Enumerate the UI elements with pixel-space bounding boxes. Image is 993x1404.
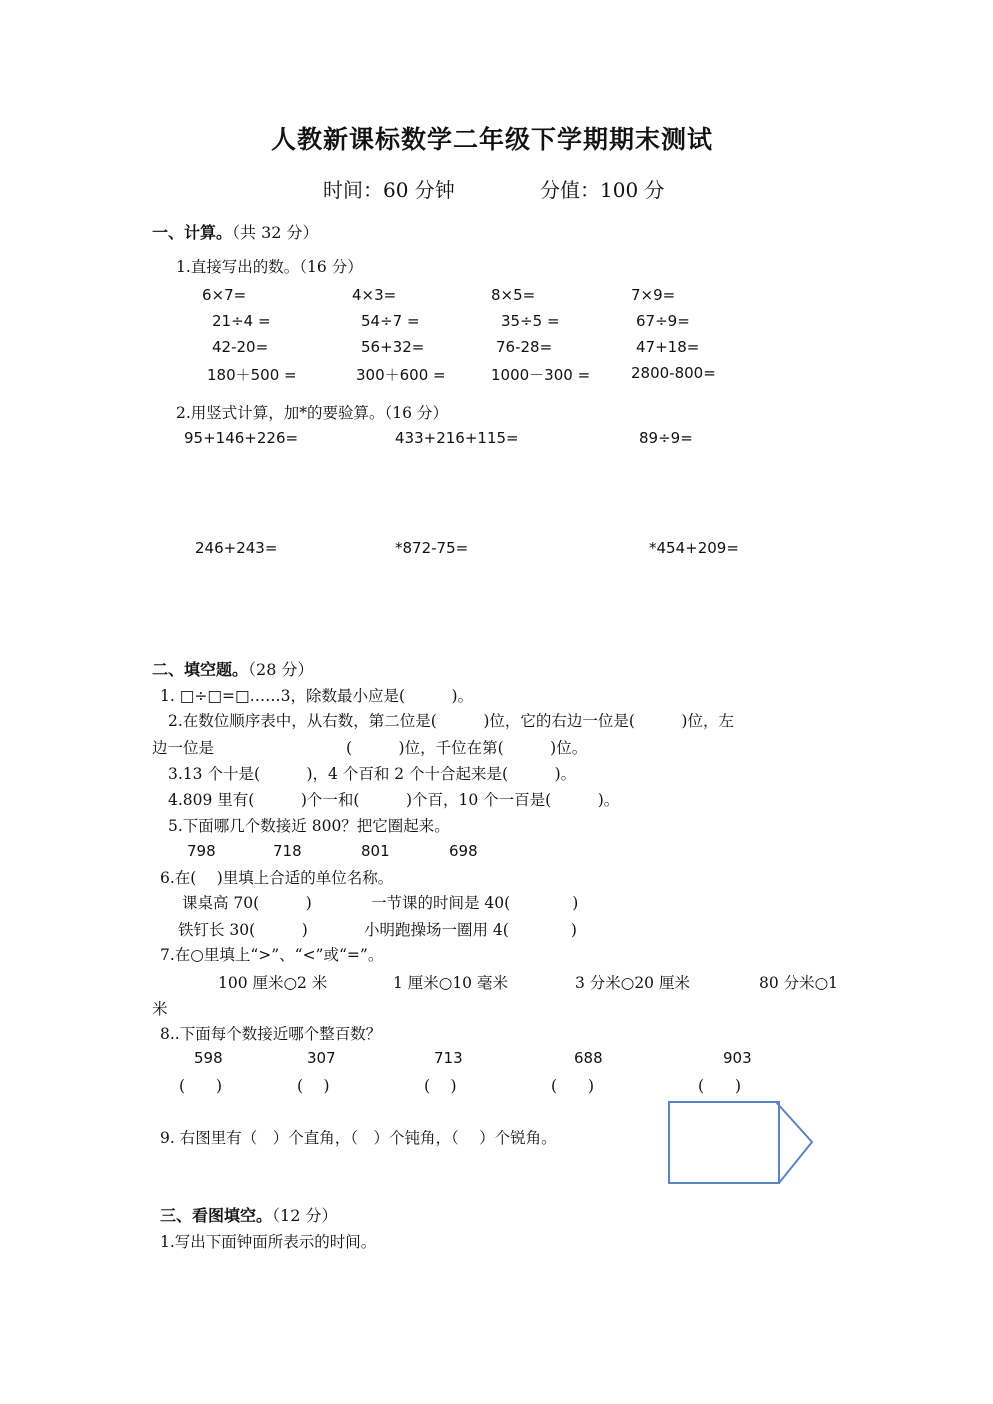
s2-q2-line2b: ( )位，千位在第( )位。 [346,739,588,757]
section1-points: （共 32 分） [232,223,319,242]
q7-item: 80 分米○1 [759,974,839,992]
calc-item: 300＋600 = [356,366,446,384]
q7-item: 3 分米○20 厘米 [575,974,690,992]
q5-number: 801 [361,842,390,860]
s2-q9: 9. 右图里有（ ）个直角，（ ）个钝角，（ ）个锐角。 [160,1129,557,1147]
section3-title: 三、看图填空。 [160,1206,273,1225]
exam-score: 分值：100 分 [540,178,665,202]
figure-triangle [776,1102,812,1183]
s2-q8: 8..下面每个数接近哪个整百数？ [160,1025,382,1043]
calc-item: 180＋500 = [207,366,297,384]
q5-number: 798 [187,842,216,860]
calc-item: 21÷4 = [212,312,271,330]
section2-title: 二、填空题。 [152,660,249,679]
q8-number: 688 [574,1049,603,1067]
q8-blank: ( ) [297,1077,330,1095]
s1-q1-title: 1.直接写出的数。（16 分） [176,258,363,276]
calc-item: 2800-800= [631,364,716,382]
q6-item: 一节课的时间是 40( ) [371,894,579,912]
q6-item: 小明跑操场一圈用 4( ) [364,921,577,939]
exam-time: 时间：60 分钟 [323,178,455,202]
q8-blank: ( ) [551,1077,595,1095]
calc-item: 47+18= [636,338,700,356]
section1-title: 一、计算。 [152,223,233,242]
vertical-calc-item: 246+243= [195,539,278,557]
calc-item: 4×3= [352,286,397,304]
calc-item: 54÷7 = [361,312,420,330]
calc-item: 6×7= [202,286,247,304]
q8-number: 713 [434,1049,463,1067]
s1-q2-title: 2.用竖式计算，加*的要验算。（16 分） [176,404,448,422]
s2-q2-line1: 2.在数位顺序表中，从右数，第二位是( )位，它的右边一位是( )位，左 [168,712,734,730]
s3-q1: 1.写出下面钟面所表示的时间。 [160,1233,377,1251]
vertical-calc-item: 95+146+226= [184,429,299,447]
q5-number: 718 [273,842,302,860]
calc-item: 67÷9= [636,312,690,330]
figure-rectangle [669,1102,779,1183]
q8-blank: ( ) [698,1077,742,1095]
page-title: 人教新课标数学二年级下学期期末测试 [271,125,714,154]
calc-item: 76-28= [496,338,553,356]
calc-item: 35÷5 = [501,312,560,330]
q8-number: 307 [307,1049,336,1067]
calc-item: 56+32= [361,338,425,356]
q6-item: 课桌高 70( ) [182,894,312,912]
section3-points: （12 分） [272,1206,338,1225]
s2-q2-line2a: 边一位是 [152,739,215,757]
s2-q1: 1. □÷□=□……3，除数最小应是( )。 [160,687,474,705]
vertical-calc-item: 433+216+115= [395,429,519,447]
s2-q3: 3.13 个十是( )，4 个百和 2 个十合起来是( )。 [168,765,577,783]
q8-number: 903 [723,1049,752,1067]
vertical-calc-item: *872-75= [395,539,469,557]
angle-figure [666,1099,818,1187]
q7-wrap: 米 [152,1000,168,1018]
section2-points: （28 分） [248,660,314,679]
q7-item: 1 厘米○10 毫米 [393,974,508,992]
section3-heading [160,1203,337,1226]
calc-item: 1000－300 = [491,366,591,384]
calc-item: 7×9= [631,286,676,304]
q5-number: 698 [449,842,478,860]
vertical-calc-item: *454+209= [649,539,739,557]
s2-q5: 5.下面哪几个数接近 800？把它圈起来。 [168,817,450,835]
q8-blank: ( ) [179,1077,223,1095]
section2-heading [152,657,313,680]
s2-q4: 4.809 里有( )个一和( )个百，10 个一百是( )。 [168,791,620,809]
s2-q6: 6.在( )里填上合适的单位名称。 [160,869,394,887]
s2-q7: 7.在○里填上“>”、“<”或“=”。 [160,946,384,964]
section1-heading [152,220,319,243]
q8-blank: ( ) [424,1077,457,1095]
calc-item: 42-20= [212,338,269,356]
q6-item: 铁钉长 30( ) [178,921,308,939]
vertical-calc-item: 89÷9= [639,429,693,447]
calc-item: 8×5= [491,286,536,304]
q7-item: 100 厘米○2 米 [218,974,328,992]
q8-number: 598 [194,1049,223,1067]
